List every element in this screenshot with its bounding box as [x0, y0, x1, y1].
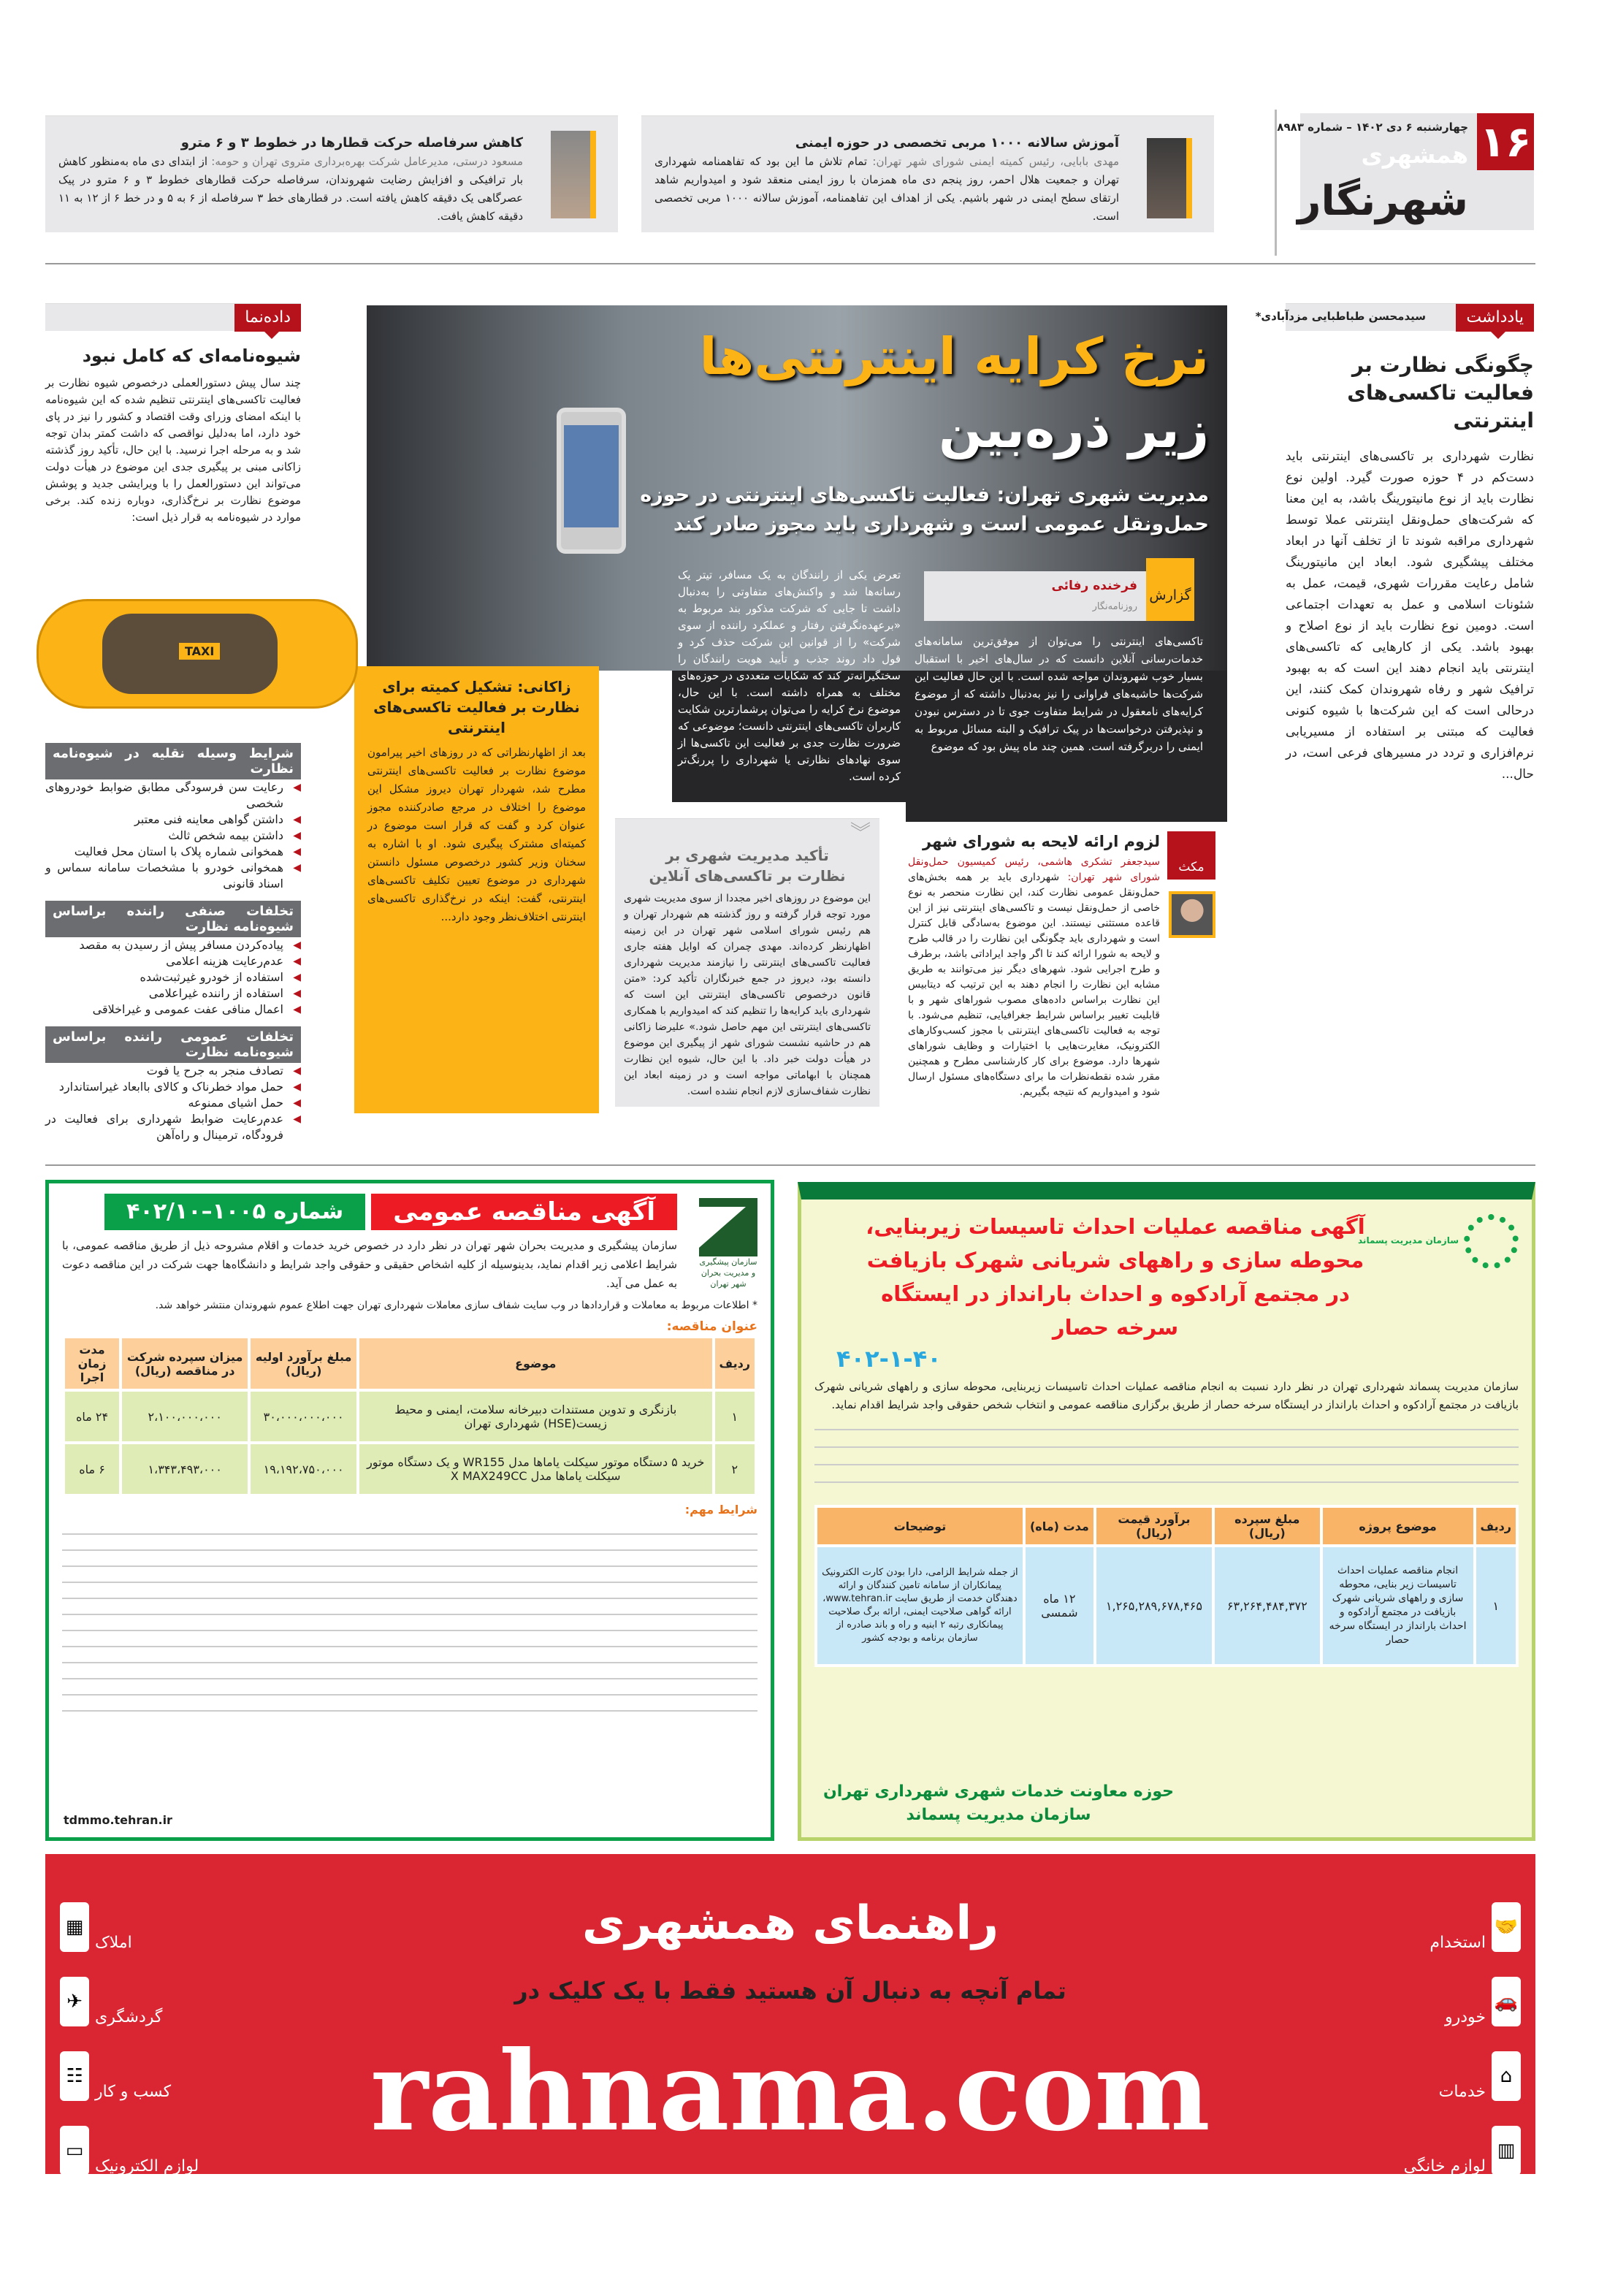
zakani-body: بعد از اظهارنظراتی که در روزهای اخیر پیرامون موضوع نظارت بر فعالیت تاکسی‌های اینترنتی مطرح شد، شهردار تهران دیروز مشکل این موضوع را اختلاف در مرجع صادرکننده مجوز عنوان کرد و گفت که قرار است موضوع در کمیته‌ای مشترک پیگیری شود. او با اشاره به سخنان وزیر کشور درخصوص مسئول دانستن شهرداری در موضوع تعیین تکلیف تاکسی‌های اینترنتی، گفت: اینکه در نرخ‌گذاری تاکسی‌های اینترنتی اختلاف‌نظر وجود دارد...: [367, 746, 586, 923]
note-body: نظارت شهرداری بر تاکسی‌های اینترنتی باید دست‌کم در ۴ حوزه صورت گیرد. اولین نوع نظارت باید از نوع مانیتورینگ باشد، به این معنا که شرکت‌های حمل‌ونقل اینترنتی عملا توسط شهرداری مراقبه شوند تا از تخلف آنها در ابعاد مختلف پیشگیری شود. ابعاد این مانیتورینگ شامل رعایت مقررات شهری، قیمت، عمل به شئونات اسلامی و عمل به تعهدات اجتماعی است. دومین نوع نظارت باید از نوع اصلاح و بهبود باشد. یکی از کارهایی که تاکسی‌های اینترنتی باید انجام دهند این است که به بهبود ترافیک شهر و رفاه شهروندان کمک کنند، این درحالی است که این شرکت‌ها با شیوه کنونی فعالیت که مبتنی بر استفاده از مسیریابی نرم‌افزاری و تردد در مسیرهای فرعی است، در حال...: [1286, 449, 1534, 782]
col-header: موضوع: [515, 1357, 557, 1370]
pause-title: لزوم ارائه لایحه به شورای شهر: [923, 833, 1160, 850]
col-header: مبلغ برآورد اولیه (ریال): [255, 1349, 352, 1378]
car-icon: 🚗: [1492, 1977, 1521, 2026]
report-body: تعرض یکی از رانندگان به یک مسافر، تیتر یک رسانه‌ها شد و واکنش‌های متفاوتی را به‌دنبال داشت تا جایی که شرکت مذکور بند مربوط به «برعهده‌نگرفتن رفتار و عملکرد راننده از سوی شرکت» را از قوانین این شرکت حذف کرد و قول داد روند جذب و تأیید هویت رانندگان را سختگیرانه‌تر کند که شکایات متعددی در حوزه‌های مختلف به همراه داشته است. با این حال، موضوع نرخ کرایه را می‌توان پرشمارترین شکایت کاربران تاکسی‌های اینترنتی دانست؛ موضوعی که ضرورت نظارت جدی بر فعالیت این تاکسی‌ها از سوی نهادهای نظارتی یا شهرداری را پررنگ‌تر کرده است.: [678, 568, 901, 783]
list-item: ◀ استفاده از راننده غیراعلامی: [45, 985, 301, 1002]
emphasis-title: تأکید مدیریت شهری بر نظارت بر تاکسی‌های آنلاین: [649, 847, 846, 885]
pause-kicker: مکث: [1167, 831, 1215, 880]
list-item: ◀ رعایت سن فرسودگی مطابق ضوابط خودروهای شخصی: [45, 779, 301, 812]
cell: بازنگری و تدوین مستندات دبیرخانه سلامت، ایمنی و محیط زیست(HSE) شهرداری تهران: [394, 1403, 677, 1430]
page-number: ۱۶: [1477, 113, 1534, 170]
list-item: ◀ عدم‌رعایت هزینه اعلامی: [45, 953, 301, 969]
org-logo: [699, 1198, 757, 1293]
list-item: ◀ همخوانی شماره پلاک با استان محل فعالیت: [45, 844, 301, 860]
list-item: ◀ حمل مواد خطرناک و کالای باابعاد غیراستاندارد: [45, 1079, 301, 1095]
conditions-text-placeholder: [814, 1419, 1519, 1499]
website-link[interactable]: tdmmo.tehran.ir: [64, 1813, 172, 1827]
ad-title: آگهی مناقصه عملیات احداث تاسیسات زیربنایی، محوطه سازی و راههای شریانی شهرک بازیافت در مجتمع آرادکوه و احداث بارانداز در ایستگاه سرخه حصار: [866, 1214, 1365, 1340]
kicker: یادداشت: [1456, 304, 1534, 332]
devices-icon: ▭: [60, 2126, 89, 2175]
cell: ۱۹،۱۹۲،۷۵۰،۰۰۰: [263, 1462, 344, 1476]
cell: ۶ ماه: [79, 1462, 105, 1476]
pause-text: [908, 855, 1160, 1100]
footer-line: حوزه معاونت خدمات شهری شهرداری تهران: [823, 1782, 1174, 1801]
org-name: سازمان مدیریت پسماند: [1358, 1235, 1459, 1246]
news-box: [45, 115, 618, 232]
ad-intro: سازمان پیشگیری و مدیریت بحران شهر تهران در نظر دارد در خصوص خرید خدمات و اقلام مشروحه ذیل از طریق مناقصه عمومی، با شرایط اعلامی زیر اقدام نماید، بدینوسیله از کلیه اشخاص حقیقی و حقوقی واجد شرایط و دانشگاه‌ها جهت شرکت در این مناقصه دعوت به عمل می آید.: [62, 1239, 677, 1290]
ad-banner: آگهی مناقصه عمومی: [371, 1194, 677, 1230]
rahnama-url[interactable]: rahnama.com: [370, 2027, 1210, 2156]
author: سیدمحسن طباطبایی مزدآبادی*: [1255, 310, 1426, 323]
headline-subtitle: مدیریت شهری تهران: فعالیت تاکسی‌های اینترنتی در حوزه حمل‌ونقل عمومی است و شهرداری باید مجوز صادر کند: [640, 484, 1209, 535]
report-body: تاکسی‌های اینترنتی را می‌توان از موفق‌ترین سامانه‌های خدمات‌رسانی آنلاین دانست که در سال‌های اخیر با استقبال بسیار خوب شهروندان مواجه شده است. با این حال فعالیت این شرکت‌ها حاشیه‌های فراوانی را نیز به‌دنبال داشته که از موضوع کرایه‌های نامعقول در شرایط متفاوت جوی تا در دسترس نبودن و نپذیرفتن درخواست‌ها در پیک ترافیک و البته مسائل مربوط به ایمنی را دربرگرفته است. همین چند ماه پیش بود که موضوع: [915, 635, 1203, 753]
list-item: ◀ تصادف منجر به جرح یا فوت: [45, 1063, 301, 1079]
list-item: ◀ داشتن گواهی معاینه فنی معتبر: [45, 812, 301, 828]
ad-number: شماره ۱۰۰۵–۴۰۲/۱۰: [104, 1194, 365, 1230]
author-role: روزنامه‌نگار: [1092, 601, 1137, 612]
category-real-estate[interactable]: [60, 1880, 221, 1952]
col-header: مدت زمان اجرا: [77, 1343, 107, 1384]
cell: خرید ۵ دستگاه موتور سیکلت یاماها مدل WR155 و یک دستگاه موتور سیکلت یاماها مدل X MAX249CC: [367, 1455, 705, 1483]
category-label: املاک: [95, 1934, 132, 1952]
cell: از جمله شرایط الزامی، دارا بودن کارت الکترونیک پیمانکاران از سامانه تامین کنندگان و ارائه دهندگان خدمت از طریق سایت www.tehran.ir، ارائه گواهی صلاحیت ایمنی، ارائه برگ صلاحیت پیمانکاری رتبه ۲ ابنیه و راه و باند صادره از سازمان برنامه و بودجه کشور: [822, 1567, 1018, 1644]
list-section: [45, 901, 301, 1018]
news-title: کاهش سرفاصله حرکت قطارها در خطوط ۳ و ۶ مترو: [180, 135, 523, 150]
house-icon: ⌂: [1492, 2051, 1521, 2101]
list-item: ◀ داشتن بیمه شخص ثالث: [45, 828, 301, 844]
category-label: لوازم خانگی: [1403, 2157, 1486, 2175]
kicker: داده‌نما: [234, 304, 301, 332]
table-title: عنوان مناقصه:: [666, 1319, 757, 1334]
buildings-icon: ▦: [60, 1902, 89, 1952]
appliance-icon: ▥: [1492, 2126, 1521, 2175]
note-title: چگونگی نظارت بر فعالیت تاکسی‌های اینترنتی: [1347, 353, 1534, 432]
zakani-title: زاکانی: تشکیل کمیته برای نظارت بر فعالیت تاکسی‌های اینترنتی: [373, 678, 580, 736]
cell: ۲: [731, 1462, 738, 1476]
cell: ۶۳,۲۶۴,۴۸۴,۳۷۲: [1226, 1598, 1308, 1613]
table-row: [65, 1444, 755, 1494]
tender-table: [814, 1505, 1519, 1667]
table-header-row: [65, 1338, 755, 1389]
category-label: خودرو: [1444, 2008, 1486, 2026]
emphasis-box: [615, 818, 879, 1107]
cell: ۲۴ ماه: [75, 1409, 109, 1424]
cell: ۱: [1492, 1598, 1500, 1613]
cell: ۱,۲۶۵,۲۸۹,۶۷۸,۴۶۵: [1105, 1598, 1202, 1613]
divider: [45, 263, 1535, 264]
table-row: [817, 1547, 1516, 1664]
speaker: سیدجعفر تشکری هاشمی، رئیس کمیسیون حمل‌ونقل شورای شهر تهران:: [908, 856, 1161, 883]
list-item: ◀ همخوانی خودرو با مشخصات سامانه سماس و اسناد قانونی: [45, 860, 301, 892]
news-text: [58, 153, 523, 226]
category-list-left: [60, 1880, 221, 2175]
rahnama-logo: راهنمای همشهری: [581, 1896, 999, 1950]
datanama-column: [45, 303, 301, 526]
datanama-body: چند سال پیش دستورالعملی درخصوص شیوه نظارت بر فعالیت تاکسی‌های اینترنتی تنظیم شده که این شیوه‌نامه با اینکه امضای وزرای وقت اقتصاد و کشور را نیز در پای خود دارد، اما به‌دلیل نواقصی که داشت کمتر بدان توجه شد و به مرحله اجرا نرسید. با این حال، تأکید روز گذشته زاکانی مبنی بر پیگیری جدی این موضوع در هیأت دولت می‌تواند این دستورالعمل را با ویرایشی جدید و پوشش موضوع نظارت بر نرخ‌گذاری، دوباره زنده کند. برخی موارد در شیوه‌نامه به قرار ذیل است:: [45, 376, 301, 524]
col-header: ردیف: [719, 1357, 750, 1370]
headline-title: نرخ کرایه اینترنتی‌ها: [699, 327, 1209, 386]
cell: ۳۰،۰۰۰،۰۰۰،۰۰۰: [263, 1409, 344, 1424]
list-item: ◀ پیاده‌کردن مسافر پیش از رسیدن به مقصد: [45, 937, 301, 953]
col-header: برآورد قیمت (ریال): [1118, 1512, 1191, 1540]
category-list-right: [1375, 1880, 1521, 2175]
list-section: [45, 1026, 301, 1143]
news-title: آموزش سالانه ۱۰۰۰ مربی تخصصی در حوزه ایمنی: [795, 135, 1119, 150]
report-byline: [924, 571, 1194, 621]
divider: [1275, 110, 1277, 256]
col-header: مبلغ سپرده (ریال): [1234, 1512, 1300, 1540]
pause-body: شهرداری باید بر همه بخش‌های حمل‌ونقل عمومی نظارت کند، این نظارت منحصر به نوع خاصی از حمل‌ونقل نیست و تاکسی‌های اینترنتی نیز از این قاعده مستثنی نیستند. این موضوع به‌سادگی قابل کنترل است و شهرداری باید چگونگی این نظارت را در قالب طرح و لایحه به شورا ارائه کند تا اگر واجد ایراداتی باشد، برطرف و طرح اجرایی شود. شهرهای دیگر نیز می‌توانند به طریق مشابه این نظارت را انجام دهند به این ترتیب که دیتابیس این نظارت براساس داده‌های مصوب شوراهای شهر و با قابلیت تغییر براساس شرایط جغرافیایی، تنظیم می‌شود. با توجه به فعالیت تاکسی‌های اینترنتی با مجوز کسب‌وکارهای الکترونیک، مغایرت‌هایی با اختیارات و وظایف شوراهای شهرها دارد. موضوع برای کار کارشناسی مطرح و همچنین مقرر شده نقطه‌نظرات ما برای دستگاه‌های مسئول ارسال شود و امیدواریم که نتیجه بگیریم.: [908, 872, 1160, 1098]
ad-header: [62, 1194, 677, 1230]
handshake-icon: 🤝: [1492, 1902, 1521, 1952]
rahnama-banner[interactable]: [45, 1854, 1535, 2174]
news-photo: [551, 131, 596, 218]
list-title: تخلفات عمومی راننده براساس شیوه‌نامه نظارت: [45, 1026, 301, 1063]
date-line: چهارشنبه ۶ دی ۱۴۰۲ – شماره ۸۹۸۳: [1277, 121, 1468, 134]
kicker: گزارش: [1146, 558, 1194, 621]
category-label: خدمات: [1438, 2083, 1486, 2101]
col-header: میزان سپرده شرکت در مناقصه (ریال): [126, 1349, 243, 1378]
emphasis-body: این موضوع در روزهای اخیر مجددا از سوی مدیریت شهری مورد توجه قرار گرفته و روز گذشته هم شهردار تهران و هم رئیس شورای اسلامی شهر تهران در این زمینه اظهارنظر کرده‌اند. مهدی چمران که اوایل هفته جاری فعالیت تاکسی‌های اینترنتی را نیازمند مدیریت شهرداری دانسته بود، دیروز در جمع خبرنگاران تأکید کرد: «متن قانون درخصوص تاکسی‌های اینترنتی این است که شهرداری باید کرایه‌ها را تنظیم کند که امیدواریم با همکاری تاکسی‌های اینترنتی این مهم حاصل شود.» علیرضا زاکانی هم در حاشیه نشست شورای شهر از پیگیری این موضوع در هیأت دولت خبر داد. با این حال، شیوه این نظارت همچنان با ابهاماتی مواجه است و در زمینه ابعاد این نظارت شفاف‌سازی لازم انجام نشده است.: [624, 893, 871, 1097]
cell: انجام مناقصه عملیات احداث تاسیسات زیر بنایی، محوطه سازی و راههای شریانی شهرک بازیافت در مجتمع آرادکوه و احداث بارانداز در ایستگاه سرخه حصار: [1329, 1565, 1467, 1646]
taxi-sign: TAXI: [179, 643, 220, 660]
datanama-lists: [45, 734, 301, 1143]
news-lead: مهدی بابایی، رئیس کمیته ایمنی شورای شهر تهران:: [872, 155, 1119, 168]
category-appliances[interactable]: [1375, 2101, 1521, 2175]
note-column: [1255, 303, 1534, 1114]
meeting-icon: ☷: [60, 2051, 89, 2101]
news-lead: مسعود درستی، مدیرعامل شرکت بهره‌برداری متروی تهران و حومه:: [211, 155, 523, 168]
ad-number: ۴۰۲-۱-۴۰: [836, 1345, 942, 1373]
speaker-photo: [1169, 891, 1215, 938]
list-item: ◀ استفاده از خودرو غیرثبت‌شده: [45, 969, 301, 985]
news-body: از ابتدای دی ماه به‌منظور کاهش بار ترافیکی و افزایش رضایت شهروندان، سرفاصله حرکت قطارهای خطوط ۳ و ۶ مترو در پیک عصرگاهی یک دقیقه کاهش یافته است. در قطارهای خط ۳ سرفاصله از ۶ به ۵ و در خط ۶ از ۱۲ به ۱۱ دقیقه کاهش یافت.: [58, 155, 524, 223]
table-header-row: [817, 1508, 1516, 1544]
cell: ۱: [731, 1409, 738, 1424]
plane-globe-icon: ✈: [60, 1977, 89, 2026]
col-header: توضیحات: [893, 1519, 947, 1533]
tender-ad-waste: [798, 1182, 1535, 1841]
news-box: [641, 115, 1214, 232]
zakani-box: [354, 666, 599, 1113]
tagline: تمام آنچه به دنبال آن هستید فقط با یک کلیک در: [514, 1977, 1066, 2005]
col-header: موضوع پروژه: [1359, 1519, 1437, 1533]
cell: ۱،۳۴۳،۴۹۳،۰۰۰: [148, 1462, 222, 1476]
category-label: گردشگری: [95, 2008, 163, 2026]
org-name: سازمان پیشگیری و مدیریت بحران شهر تهران: [699, 1257, 757, 1289]
category-tourism[interactable]: [60, 1952, 221, 2026]
ad-notice: * اطلاعات مربوط به معاملات و قراردادها در وب سایت شفاف سازی معاملات شهرداری تهران جهت اطلاع عموم شهروندان منتشر خواهد شد.: [155, 1300, 757, 1311]
chevron-down-icon: ︾: [850, 820, 871, 844]
category-label: کسب و کار: [95, 2083, 172, 2101]
category-employment[interactable]: [1375, 1880, 1521, 1952]
divider: [45, 1164, 1535, 1166]
category-business[interactable]: [60, 2026, 221, 2101]
datanama-title: شیوه‌نامه‌ای که کامل نبود: [82, 346, 301, 366]
list-item: ◀ اعمال منافی عفت عمومی و غیراخلاقی: [45, 1002, 301, 1018]
tehran-logo-icon: [1464, 1214, 1519, 1269]
category-services[interactable]: [1375, 2026, 1521, 2101]
list-item: ◀ حمل اشیای ممنوعه: [45, 1095, 301, 1111]
category-label: استخدام: [1429, 1934, 1486, 1952]
pause-section: [908, 831, 1160, 1100]
brand-logo: شهرنگار: [1297, 178, 1468, 225]
category-car[interactable]: [1375, 1952, 1521, 2026]
cell: ۱۲ ماه شمسی: [1041, 1592, 1078, 1620]
news-text: [654, 153, 1119, 226]
tender-ad-crisis: [45, 1180, 774, 1841]
col-header: مدت (ماه): [1029, 1519, 1089, 1533]
conditions-title: شرایط مهم:: [684, 1503, 757, 1517]
note-header: [1255, 303, 1534, 331]
table-row: [65, 1392, 755, 1441]
news-photo: [1147, 138, 1192, 218]
ad-intro: سازمان مدیریت پسماند شهرداری تهران در نظر دارد نسبت به انجام مناقصه عملیات احداث تاسیسات زیربنایی، محوطه سازی و راههای شریانی شهرک بازیافت در مجتمع آرادکوه و احداث بارانداز در ایستگاه سرخه حصار از طریق برگزاری مناقصه عمومی و انتخاب شخص حقوقی واجد شرایط اقدام نماید.: [814, 1380, 1519, 1411]
masthead: [1277, 113, 1534, 230]
col-header: ردیف: [1480, 1519, 1511, 1533]
list-title: تخلفات صنفی راننده براساس شیوه‌نامه نظارت: [45, 901, 301, 937]
brand-top: همشهری: [1361, 141, 1468, 169]
headline-title-2: زیر ذره‌بین: [939, 400, 1209, 459]
author: فرخنده رفائی: [1051, 579, 1137, 593]
tender-table: [62, 1335, 757, 1497]
category-electronics[interactable]: [60, 2101, 221, 2175]
footer-line: سازمان مدیریت پسماند: [906, 1806, 1091, 1824]
list-item: ◀ عدم‌رعایت ضوابط شهرداری برای فعالیت در فرودگاه، ترمینال و راه‌آهن: [45, 1111, 301, 1143]
category-label: لوازم الکترونیک: [95, 2157, 199, 2175]
news-body: تمام تلاش ما این بود که تفاهمنامه شهرداری تهران و جمعیت هلال احمر، روز پنجم دی ماه همزمان با روز ایمنی منعقد شود و امیدواریم شاهد ارتقای سطح ایمنی در شهر باشیم. یکی از اهداف این تفاهمنامه، آموزش سالانه ۱۰۰۰ مربی تخصصی است.: [654, 155, 1119, 223]
taxi-illustration: [29, 581, 365, 727]
datanama-header: [45, 303, 301, 331]
conditions-text-placeholder: [62, 1523, 757, 1713]
headline-block: [478, 320, 1209, 466]
ad-footer: [823, 1780, 1174, 1827]
cell: ۲،۱۰۰،۰۰۰،۰۰۰: [148, 1409, 222, 1424]
list-title: شرایط وسیله نقلیه در شیوه‌نامه نظارت: [45, 743, 301, 779]
list-section: [45, 743, 301, 892]
